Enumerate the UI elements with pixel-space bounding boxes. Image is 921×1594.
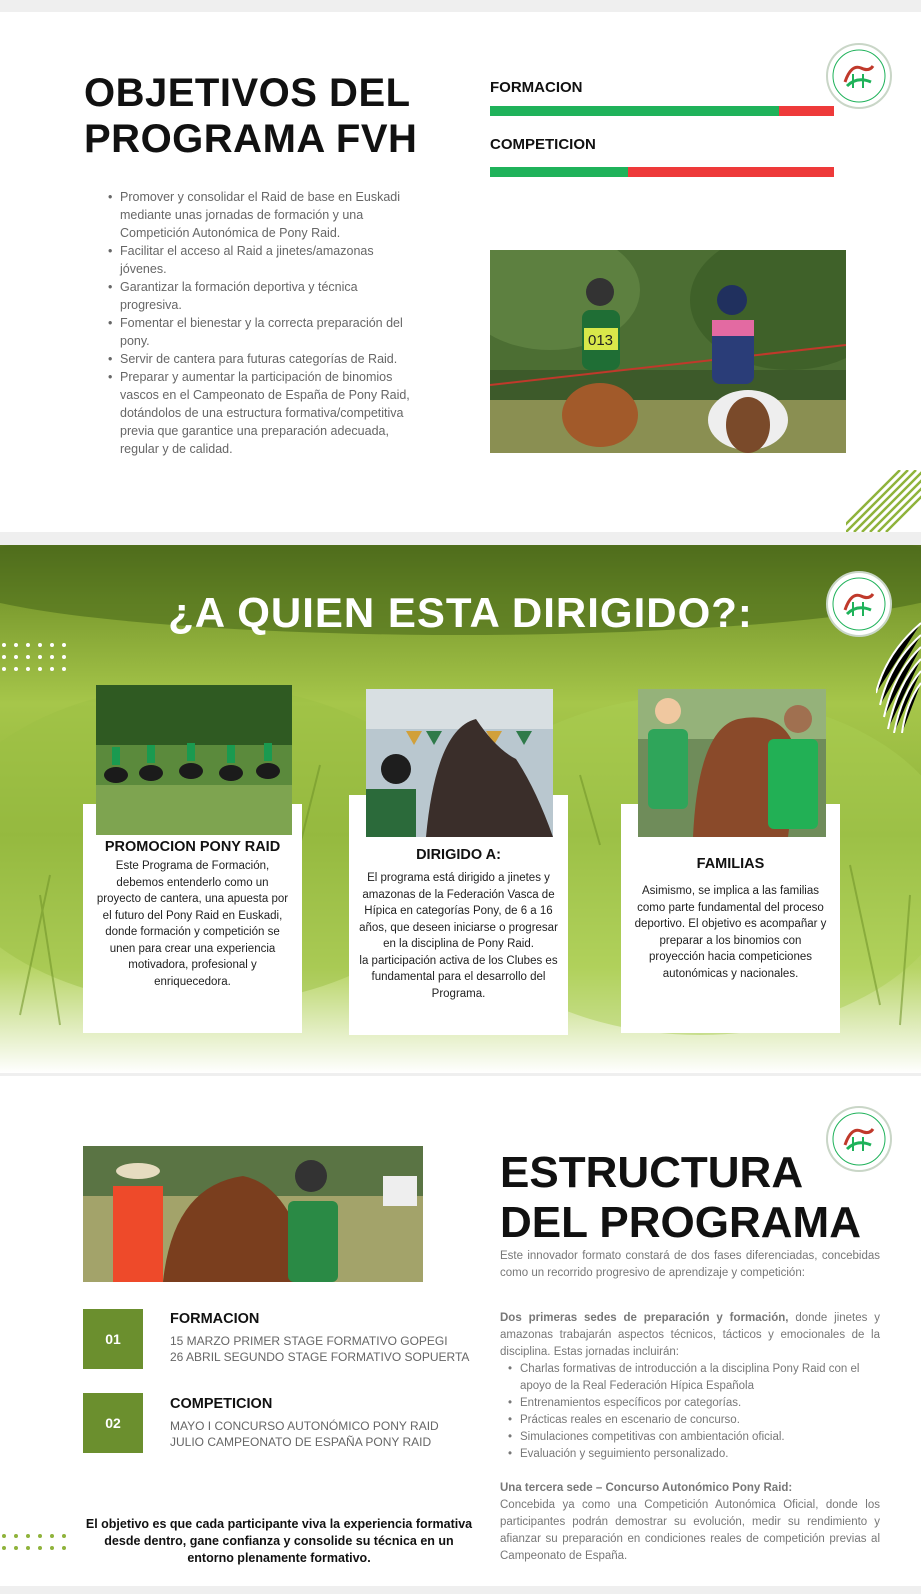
decorative-dots-icon xyxy=(2,1534,66,1550)
girl-pony-photo xyxy=(366,689,553,837)
bar-green-segment xyxy=(490,106,779,116)
title-line-2: DEL PROGRAMA xyxy=(500,1198,861,1247)
bar-green-segment xyxy=(490,167,628,177)
card-program xyxy=(83,804,302,1033)
page-title: ¿A QUIEN ESTA DIRIGIDO?: xyxy=(168,589,753,636)
phase-number-01: 01 xyxy=(83,1309,143,1369)
list-item: • Garantizar la formación deportiva y técnica progresiva. xyxy=(104,278,414,314)
page-title xyxy=(84,70,417,162)
riders-field-photo xyxy=(96,685,292,835)
phase-competicion xyxy=(170,1396,490,1450)
third-venue-description xyxy=(500,1480,880,1565)
progress-bar-competicion xyxy=(490,167,834,177)
list-item: • Facilitar el acceso al Raid a jinetes/amazonas jóvenes. xyxy=(104,242,414,278)
decorative-dots-icon xyxy=(2,643,66,671)
list-item: • Evaluación y seguimiento personalizado. xyxy=(500,1446,880,1463)
card-families xyxy=(621,804,840,1033)
title-line-1: OBJETIVOS DEL xyxy=(84,71,411,115)
phase-line: 26 ABRIL SEGUNDO STAGE FORMATIVO SOPUERTA xyxy=(170,1350,470,1364)
federation-logo xyxy=(826,43,892,109)
objectives-list xyxy=(104,188,414,458)
phase-title: COMPETICION xyxy=(170,1396,273,1412)
bib-number: 013 xyxy=(588,332,614,349)
closing-statement: El objetivo es que cada participante viva la experiencia formativa desde dentro, gane confianza y consolide su técnica en un entorno plenamente formativo. xyxy=(85,1517,473,1565)
progress-bar-formacion xyxy=(490,106,834,116)
decorative-stripes-icon xyxy=(846,470,921,532)
bar-red-segment xyxy=(779,106,834,116)
list-item: • Servir de cantera para futuras categorías de Raid. xyxy=(104,350,414,368)
emphasis-text: Dos primeras sedes de preparación y formación, xyxy=(500,1312,789,1324)
objectives-page xyxy=(0,12,921,532)
card-text: Asimismo, se implica a las familias como parte fundamental del proceso deportivo. El objetivo es acompañar y preparar a los binomios con proyección hacia competiciones autonómicas y nacionales. xyxy=(634,885,827,980)
title-line-1: ESTRUCTURA xyxy=(500,1148,804,1197)
list-item: • Fomentar el bienestar y la correcta preparación del pony. xyxy=(104,314,414,350)
title-line-2: PROGRAMA FVH xyxy=(84,117,418,161)
heading-line-2: PROMOCION PONY RAID xyxy=(104,839,281,855)
paragraph-text: Concebida ya como una Competición Autonómica Oficial, donde los participantes podrán demostrar su evolución, medir su rendimiento y afianzar su preparación en condiciones reales de competición previas al Campeonato de España. xyxy=(500,1499,880,1562)
phase-title: FORMACION xyxy=(170,1311,260,1327)
activities-list xyxy=(500,1361,880,1463)
list-item: • Entrenamientos específicos por categorías. xyxy=(500,1395,880,1412)
card-heading: FAMILIAS xyxy=(696,856,765,872)
card-heading: DIRIGIDO A: xyxy=(416,847,501,863)
list-item: • Preparar y aumentar la participación de binomios vascos en el Campeonato de España de Pony Raid, dotándolos de una estructura formativa/competitiva previa que garantice una preparación adecuada, regular y de calidad. xyxy=(104,368,414,458)
phase-line: 15 MARZO PRIMER STAGE FORMATIVO GOPEGI xyxy=(170,1334,448,1348)
bar-label-competicion: COMPETICION xyxy=(490,136,596,153)
riders-photo xyxy=(490,250,846,453)
bar-label-formacion: FORMACION xyxy=(490,79,583,96)
phase-line: JULIO CAMPEONATO DE ESPAÑA PONY RAID xyxy=(170,1435,432,1449)
phase-dates xyxy=(170,1418,490,1450)
logo-emblem-icon xyxy=(829,46,889,106)
paragraph-text: donde jinetes y amazonas trabajarán aspectos técnicos, tácticos y emocionales de la disciplina. Estas jornadas incluirán: xyxy=(500,1312,880,1358)
structure-page xyxy=(0,1076,921,1586)
list-item: • Charlas formativas de introducción a la disciplina Pony Raid con el apoyo de la Real Federación Hípica Española xyxy=(500,1361,880,1395)
list-item: • Prácticas reales en escenario de concurso. xyxy=(500,1412,880,1429)
list-item: • Simulaciones competitivas con ambientación oficial. xyxy=(500,1429,880,1446)
emphasis-text: Una tercera sede – Concurso Autonómico Pony Raid: xyxy=(500,1482,793,1494)
instructor-photo xyxy=(83,1146,423,1282)
audience-page xyxy=(0,545,921,1073)
structure-intro: Este innovador formato constará de dos fases diferenciadas, concebidas como un recorrido progresivo de aprendizaje y competición: xyxy=(500,1250,880,1279)
phase-number-02: 02 xyxy=(83,1393,143,1453)
phase-line: MAYO I CONCURSO AUTONÓMICO PONY RAID xyxy=(170,1419,439,1433)
phase-dates xyxy=(170,1333,490,1365)
list-item: • Promover y consolidar el Raid de base en Euskadi mediante unas jornadas de formación y una Competición Autonómica de Pony Raid. xyxy=(104,188,414,242)
structure-phase-description xyxy=(500,1310,880,1463)
family-pony-photo xyxy=(638,689,826,837)
card-text: El programa está dirigido a jinetes y amazonas de la Federación Vasca de Hípica en categorías Pony, de 6 a 16 años, que deseen iniciarse o progresar en la disciplina de Pony Raid. xyxy=(359,872,558,950)
decorative-stripes-icon xyxy=(876,613,921,733)
phase-formacion xyxy=(170,1311,490,1365)
bar-red-segment xyxy=(628,167,834,177)
card-text: Este Programa de Formación, debemos entenderlo como un proyecto de cantera, una apuesta por el futuro del Pony Raid en Euskadi, donde formación y competición se unen para crear una experiencia motivadora, profesional y enriquecedora. xyxy=(96,860,289,988)
page-title xyxy=(500,1148,861,1248)
card-text-2: la participación activa de los Clubes es fundamental para el desarrollo del Programa. xyxy=(359,954,558,1000)
